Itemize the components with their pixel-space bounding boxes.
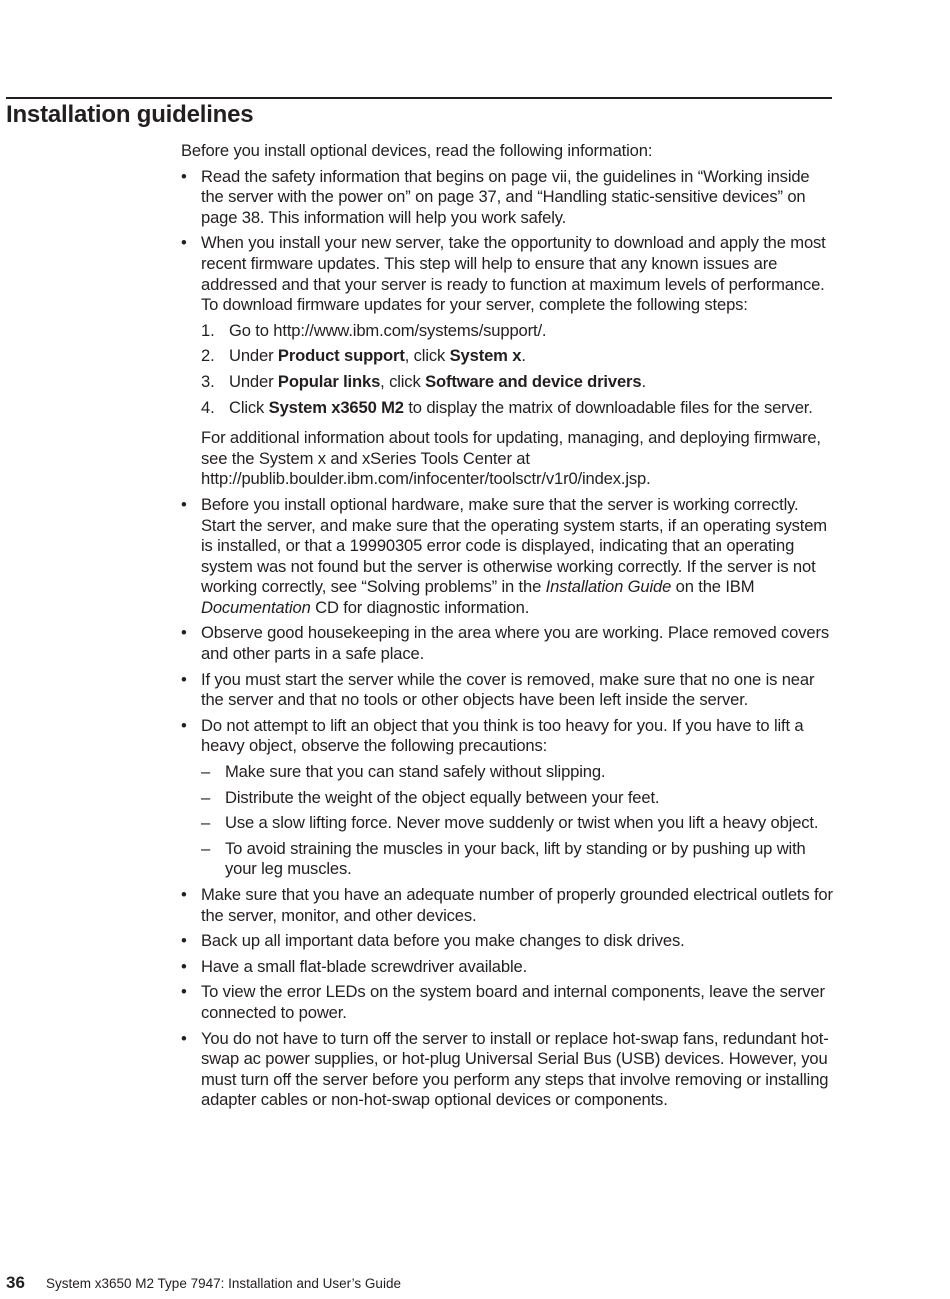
step-4: [201, 398, 833, 419]
step-number: 4.: [201, 397, 215, 417]
step-1: [201, 321, 833, 342]
footer-title: System x3650 M2 Type 7947: Installation and User’s Guide: [46, 1276, 401, 1291]
hardware-text: Before you install optional hardware, make sure that the server is working correctly. Start the server, and make sure that the operating system starts, if an operating system is installed, or that a 19990305 error code is displayed, indicating that an operating system was not found but the server is otherwise working correctly. If the server is not working correctly, see “Solving problems” in the: [201, 494, 827, 597]
precaution-item: – To avoid straining the muscles in your back, lift by standing or by pushing up with your leg muscles.: [201, 839, 833, 880]
step-text: Under: [229, 346, 278, 366]
page-footer: [6, 1272, 401, 1295]
step-text: .: [641, 371, 646, 391]
list-item-lifting: [181, 716, 833, 880]
outlets-text: Make sure that you have an adequate number of properly grounded electrical outlets for the server, monitor, and other devices.: [201, 885, 833, 925]
tools-center-note: For additional information about tools for updating, managing, and deploying firmware, see the System x and xSeries Tools Center at http://publib.boulder.ibm.com/infocenter/toolsctr/v1r0/index.jsp.: [201, 428, 821, 489]
main-content: [181, 141, 833, 1116]
list-item-backup: [181, 931, 833, 952]
lifting-precautions: [201, 762, 833, 880]
precaution-item: – Distribute the weight of the object equally between your feet.: [201, 788, 833, 809]
heading-rule: [6, 97, 832, 99]
step-text: Go to http://www.ibm.com/systems/support/.: [229, 320, 547, 340]
ui-label-system-x: System x: [449, 346, 522, 366]
step-text: , click: [380, 371, 426, 391]
ui-label-system-x3650-m2: System x3650 M2: [268, 397, 404, 417]
list-item-safety: [181, 167, 833, 229]
safety-text: Read the safety information that begins on page vii, the guidelines in “Working inside the server with the power on” on page 37, and “Handling static-sensitive devices” on page 38. This information will help you work safely.: [201, 166, 810, 227]
step-text: , click: [404, 346, 450, 366]
lifting-text: Do not attempt to lift an object that you think is too heavy for you. If you have to lift a heavy object, observe the following precautions:: [201, 715, 804, 756]
step-text: Click: [229, 397, 269, 417]
leds-text: To view the error LEDs on the system board and internal components, leave the server connected to power.: [201, 982, 825, 1022]
step-number: 1.: [201, 320, 215, 340]
list-item-outlets: [181, 885, 833, 926]
list-item-hardware: [181, 495, 833, 619]
list-item-cover: [181, 670, 833, 711]
step-number: 3.: [201, 371, 215, 391]
list-item-leds: [181, 982, 833, 1023]
hotswap-text: You do not have to turn off the server to install or replace hot-swap fans, redundant hot-swap ac power supplies, or hot-plug Universal Serial Bus (USB) devices. However, you must turn off the server before you perform any steps that involve removing or installing adapter cables or non-hot-swap optional devices or components.: [201, 1028, 829, 1110]
list-item-housekeeping: [181, 623, 833, 664]
step-text: to display the matrix of downloadable files for the server.: [403, 397, 813, 417]
firmware-steps: [201, 321, 833, 418]
doc-title-documentation: Documentation: [201, 597, 311, 617]
step-text: .: [521, 346, 526, 366]
list-item-screwdriver: [181, 957, 833, 978]
step-3: [201, 372, 833, 393]
firmware-text: When you install your new server, take the opportunity to download and apply the most recent firmware updates. This step will help to ensure that any known issues are addressed and that your server is ready to function at maximum levels of performance. To download firmware updates for your server, complete the following steps:: [201, 233, 826, 315]
step-text: Under: [229, 371, 278, 391]
hardware-text: on the IBM: [671, 577, 755, 597]
page-title: Installation guidelines: [6, 101, 254, 128]
cover-text: If you must start the server while the cover is removed, make sure that no one is near the server and that no tools or other objects have been left inside the server.: [201, 669, 815, 710]
page-number: 36: [6, 1273, 25, 1292]
hardware-text: CD for diagnostic information.: [310, 597, 530, 617]
guidelines-list: [181, 167, 833, 1111]
backup-text: Back up all important data before you make changes to disk drives.: [201, 931, 685, 951]
screwdriver-text: Have a small flat-blade screwdriver available.: [201, 956, 528, 976]
ui-label-software-drivers: Software and device drivers: [425, 371, 642, 391]
step-2: [201, 346, 833, 367]
intro-paragraph: Before you install optional devices, read the following information:: [181, 141, 653, 160]
ui-label-product-support: Product support: [277, 346, 405, 366]
step-number: 2.: [201, 346, 215, 366]
ui-label-popular-links: Popular links: [277, 371, 381, 391]
list-item-hotswap: [181, 1029, 833, 1111]
precaution-item: – Use a slow lifting force. Never move suddenly or twist when you lift a heavy object.: [201, 813, 833, 834]
list-item-firmware: [181, 233, 833, 490]
housekeeping-text: Observe good housekeeping in the area where you are working. Place removed covers and other parts in a safe place.: [201, 623, 829, 664]
doc-title-installation-guide: Installation Guide: [545, 577, 672, 597]
precaution-item: – Make sure that you can stand safely without slipping.: [201, 762, 833, 783]
